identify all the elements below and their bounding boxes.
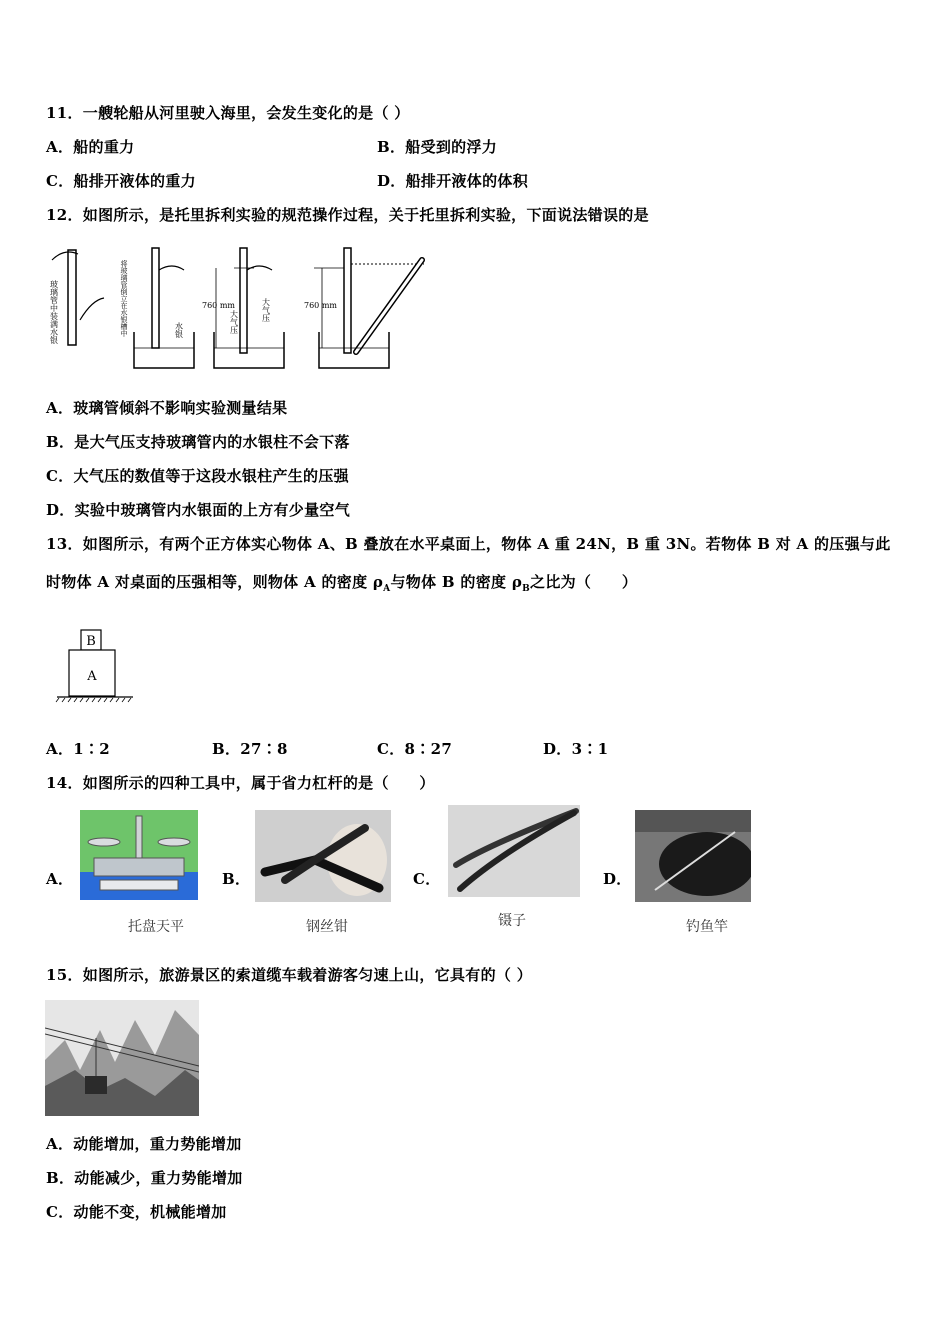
label-atm-2: 大气压 xyxy=(261,298,271,322)
block-b-label: B xyxy=(86,634,96,649)
caption-pliers: 钢丝钳 xyxy=(306,919,348,935)
glass-tube-1 xyxy=(68,250,76,345)
q14-option-d[interactable]: D． xyxy=(603,870,632,888)
q11-stem: 11．一艘轮船从河里驶入海里，会发生变化的是（ ） xyxy=(46,104,410,122)
label-760a: 760 mm xyxy=(202,301,235,310)
balance-image xyxy=(80,810,198,900)
q15-option-a[interactable]: A．动能增加，重力势能增加 xyxy=(46,1135,242,1153)
q11-option-c[interactable]: C．船排开液体的重力 xyxy=(46,172,196,190)
q11-option-b[interactable]: B．船受到的浮力 xyxy=(377,138,498,156)
cable-car xyxy=(85,1076,107,1094)
q12-option-c[interactable]: C．大气压的数值等于这段水银柱产生的压强 xyxy=(46,467,349,485)
caption-tweezers: 镊子 xyxy=(498,913,526,929)
caption-fishing-rod: 钓鱼竿 xyxy=(686,919,728,935)
label-invert: 将玻璃管倒立在水银槽中 xyxy=(120,260,128,337)
trough-2 xyxy=(214,332,284,368)
trough-1 xyxy=(134,332,194,368)
q13-option-a[interactable]: A．1∶2 xyxy=(46,740,111,758)
pliers-image xyxy=(255,810,391,902)
q12-option-d[interactable]: D．实验中玻璃管内水银面的上方有少量空气 xyxy=(46,501,351,519)
q13-option-c[interactable]: C．8∶27 xyxy=(377,740,453,758)
glass-tube-3 xyxy=(240,248,247,353)
q12-option-a[interactable]: A．玻璃管倾斜不影响实验测量结果 xyxy=(46,399,288,417)
label-fill: 玻璃管中装满水银 xyxy=(49,280,59,344)
q12-option-b[interactable]: B．是大气压支持玻璃管内的水银柱不会下落 xyxy=(46,433,350,451)
glass-tube-2 xyxy=(152,248,159,348)
hand-icon-4 xyxy=(247,266,272,270)
q14-option-b[interactable]: B． xyxy=(222,870,251,888)
q14-option-a[interactable]: A． xyxy=(46,870,74,888)
label-760b: 760 mm xyxy=(304,301,337,310)
hand-icon-3 xyxy=(159,266,184,270)
q14-stem: 14．如图所示的四种工具中，属于省力杠杆的是（ ） xyxy=(46,774,435,792)
hand-icon-2 xyxy=(80,298,104,320)
q13-stem-2: 时物体 A 对桌面的压强相等，则物体 A 的密度 $\rho_A$与物体 B 的密度 $\rho_B$之比为（ ） xyxy=(46,573,638,594)
fishing-rod-image xyxy=(635,810,751,902)
q15-option-b[interactable]: B．动能减少，重力势能增加 xyxy=(46,1169,243,1187)
caption-balance: 托盘天平 xyxy=(128,919,184,935)
q13-option-b[interactable]: B．27∶8 xyxy=(212,740,288,758)
block-a-label: A xyxy=(87,669,97,684)
q11-option-a[interactable]: A．船的重力 xyxy=(46,138,135,156)
q15-stem: 15．如图所示，旅游景区的索道缆车载着游客匀速上山，它具有的（ ） xyxy=(46,966,532,984)
q15-option-c[interactable]: C．动能不变，机械能增加 xyxy=(46,1203,227,1221)
q13-stem-1: 13．如图所示，有两个正方体实心物体 A、B 叠放在水平桌面上，物体 A 重 24N，B 重 3N。若物体 B 对 A 的压强与此 xyxy=(46,535,891,553)
label-mercury: 水银 xyxy=(174,322,184,338)
q14-option-c[interactable]: C． xyxy=(413,870,441,888)
blocks-figure xyxy=(55,626,137,708)
q13-option-d[interactable]: D．3∶1 xyxy=(543,740,609,758)
cable-car-image xyxy=(45,1000,199,1116)
q11-option-d[interactable]: D．船排开液体的体积 xyxy=(377,172,529,190)
q12-stem: 12．如图所示，是托里拆利实验的规范操作过程，关于托里拆利实验，下面说法错误的是 xyxy=(46,206,649,224)
tweezers-image xyxy=(448,805,580,897)
torricelli-figure xyxy=(44,240,444,370)
hand-icon xyxy=(52,252,78,260)
glass-tube-4 xyxy=(344,248,351,353)
label-atm-1: 大气压 xyxy=(229,310,239,334)
